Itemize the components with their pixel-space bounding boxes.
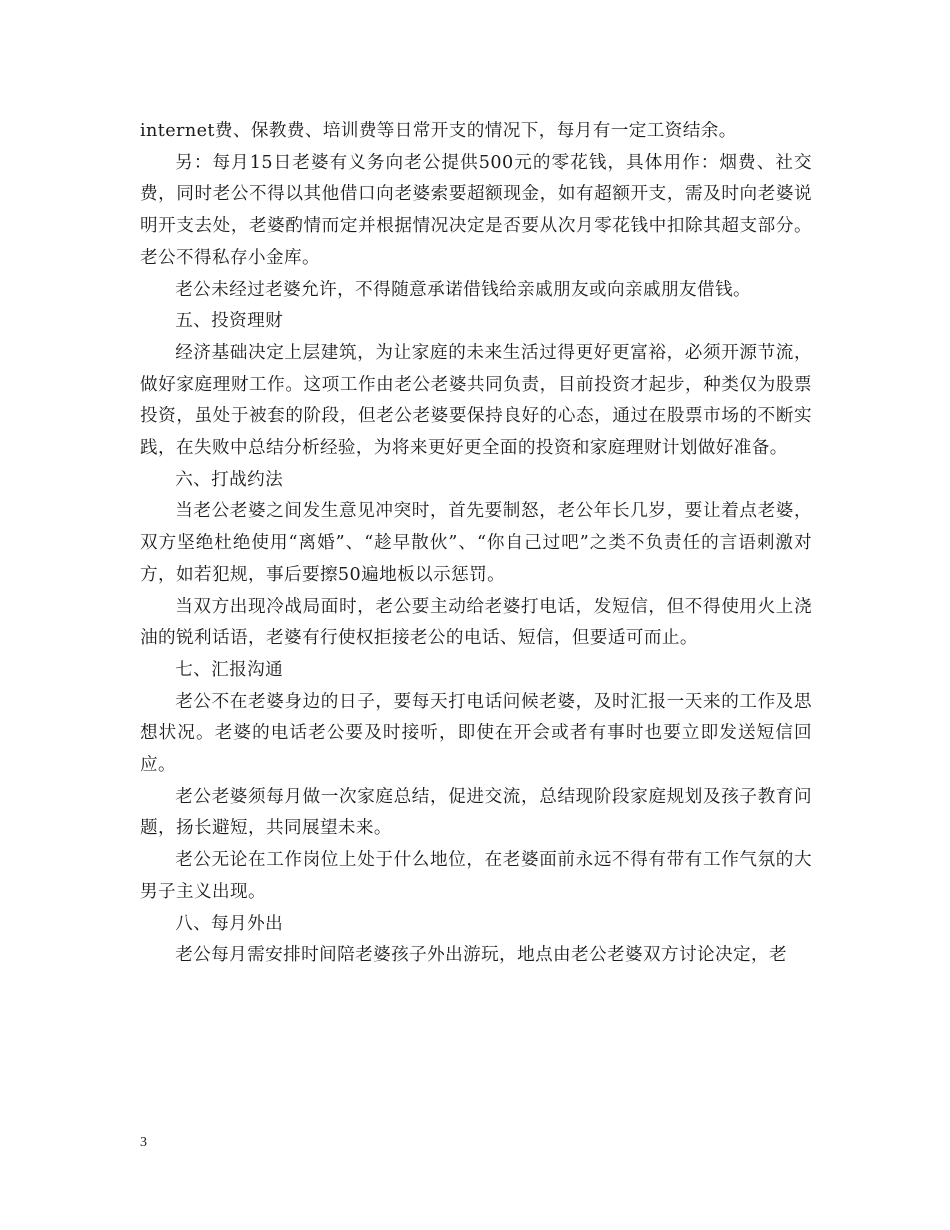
page-number: 3 [140, 1135, 147, 1150]
section-heading-investment: 五、投资理财 [175, 311, 284, 332]
section-heading-conflict: 六、打战约法 [175, 469, 284, 490]
paragraph-expense-surplus: internet费、保教费、培训费等日常开支的情况下，每月有一定工资结余。 [140, 121, 737, 141]
paragraph-borrowing-rule: 老公未经过老婆允许，不得随意承诺借钱给亲戚朋友或向亲戚朋友借钱。 [175, 279, 751, 300]
paragraph-pocket-money: 另：每月15日老婆有义务向老公提供500元的零花钱，具体用作：烟费、社交费，同时老公不得以其他借口向老婆索要超额现金，如有超额开支，需及时向老婆说明开支去处，老婆酌情而定并根据情况决定是否要从次月零花钱中扣除其超支部分。老公不得私存小金库。 [140, 152, 812, 268]
paragraph-no-chauvinism: 老公无论在工作岗位上处于什么地位，在老婆面前永远不得有带有工作气氛的大男子主义出现。 [140, 850, 812, 902]
paragraph-monthly-summary: 老公老婆须每月做一次家庭总结，促进交流，总结现阶段家庭规划及孩子教育问题，扬长避短，共同展望未来。 [140, 786, 812, 839]
paragraph-investment: 经济基础决定上层建筑，为让家庭的未来生活过得更好更富裕，必须开源节流，做好家庭理财工作。这项工作由老公老婆共同负责，目前投资才起步，种类仅为股票投资，虽处于被套的阶段，但老公老婆要保持良好的心态，通过在股票市场的不断实践，在失败中总结分析经验，为将来更好更全面的投资和家庭理财计划做好准备。 [140, 342, 812, 459]
section-heading-communication: 七、汇报沟通 [175, 659, 284, 680]
paragraph-conflict-rules: 当老公老婆之间发生意见冲突时，首先要制怒，老公年长几岁，要让着点老婆，双方坚绝杜绝使用“离婚”、“趁早散伙”、“你自己过吧”之类不负责任的言语刺激对方，如若犯规，事后要擦50遍地板以示惩罚。 [140, 501, 812, 585]
paragraph-daily-report: 老公不在老婆身边的日子，要每天打电话问候老婆，及时汇报一天来的工作及思想状况。老婆的电话老公要及时接听，即使在开会或者有事时也要立即发送短信回应。 [140, 691, 812, 776]
paragraph-cold-war: 当双方出现冷战局面时，老公要主动给老婆打电话，发短信，但不得使用火上浇油的锐利话语，老婆有行使权拒接老公的电话、短信，但要适可而止。 [140, 596, 812, 649]
paragraph-outing: 老公每月需安排时间陪老婆孩子外出游玩，地点由老公老婆双方讨论决定，老 [175, 945, 787, 966]
document-body [140, 116, 812, 972]
section-heading-monthly-outing: 八、每月外出 [175, 913, 284, 934]
